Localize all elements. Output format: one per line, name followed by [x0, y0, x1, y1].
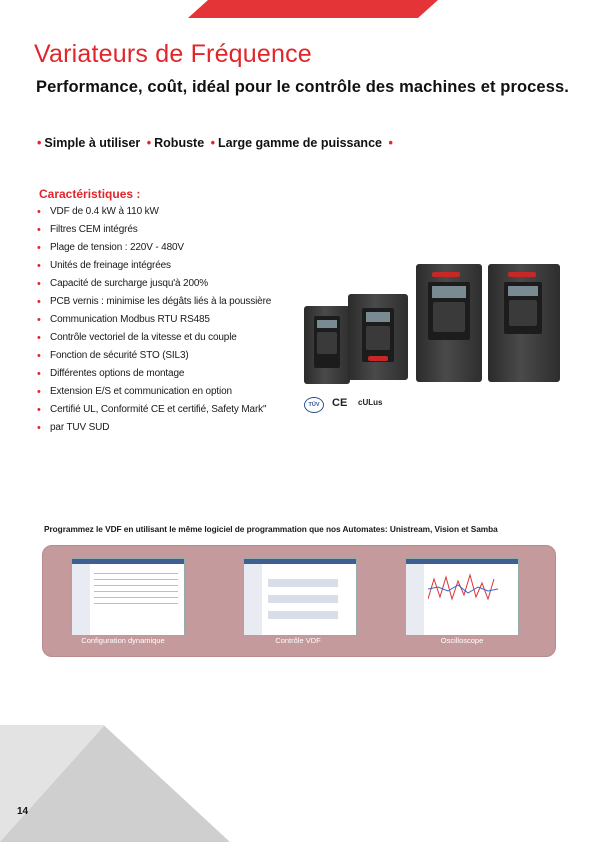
characteristic-item: [36, 313, 306, 331]
bullet-icon: •: [37, 350, 41, 362]
bullet-icon: •: [210, 136, 216, 150]
feature-simple: Simple à utiliser: [44, 136, 141, 150]
bullet-icon: •: [37, 260, 41, 272]
screenshot-config: [71, 558, 185, 636]
characteristic-text: Différentes options de montage: [50, 368, 185, 379]
bullet-icon: •: [37, 296, 41, 308]
characteristic-text: Communication Modbus RTU RS485: [50, 314, 210, 325]
characteristics-list: [36, 205, 306, 439]
software-panel: [42, 545, 556, 657]
bullet-icon: •: [146, 136, 152, 150]
characteristic-item: [36, 259, 306, 277]
characteristic-text: Extension E/S et communication en option: [50, 386, 232, 397]
page-number: 14: [17, 806, 29, 817]
characteristic-item: [36, 421, 306, 439]
certification-logos: [304, 395, 434, 415]
characteristic-item: [36, 223, 306, 241]
bullet-icon: •: [37, 136, 42, 150]
screenshot-vfd-control: [243, 558, 357, 636]
screenshot-label-vfd-control: Contrôle VDF: [275, 636, 321, 645]
bullet-icon: •: [37, 404, 41, 416]
vfd-unit-small: [304, 306, 350, 384]
characteristic-item: [36, 241, 306, 259]
bullet-icon: •: [37, 386, 41, 398]
ul-logo: cULus: [358, 398, 383, 407]
screenshot-label-oscilloscope: Oscilloscope: [440, 636, 484, 645]
bullet-icon: •: [37, 206, 41, 218]
bullet-icon: •: [37, 242, 41, 254]
characteristic-text: VDF de 0.4 kW à 110 kW: [50, 206, 159, 217]
characteristic-text: PCB vernis : minimise les dégâts liés à la poussière: [50, 296, 272, 307]
characteristic-text: par TUV SUD: [50, 422, 110, 433]
vfd-unit-xlarge: [488, 264, 560, 382]
bullet-icon: •: [37, 368, 41, 380]
characteristic-text: Plage de tension : 220V - 480V: [50, 242, 184, 253]
bullet-icon: •: [388, 136, 393, 150]
characteristic-item: [36, 385, 306, 403]
bullet-icon: •: [37, 278, 41, 290]
characteristic-text: Fonction de sécurité STO (SIL3): [50, 350, 189, 361]
characteristic-item: [36, 349, 306, 367]
page-subtitle: Performance, coût, idéal pour le contrôle des machines et process.: [36, 78, 569, 96]
characteristic-item: [36, 277, 306, 295]
bullet-icon: •: [37, 314, 41, 326]
top-red-tab: [188, 0, 438, 18]
characteristic-item: [36, 295, 306, 313]
features-line: [34, 136, 396, 150]
ce-logo: CE: [332, 397, 348, 409]
screenshot-oscilloscope: [405, 558, 519, 636]
characteristic-text: Capacité de surcharge jusqu'à 200%: [50, 278, 209, 289]
tuv-logo: TÜV: [304, 397, 324, 413]
characteristic-text: Unités de freinage intégrées: [50, 260, 171, 271]
characteristic-item: [36, 403, 306, 421]
bullet-icon: •: [37, 422, 41, 434]
product-image: [298, 258, 568, 398]
characteristics-heading: Caractéristiques :: [39, 187, 141, 201]
vfd-unit-medium: [348, 294, 408, 380]
feature-power-range: Large gamme de puissance: [218, 136, 382, 150]
bullet-icon: •: [37, 332, 41, 344]
page-title: Variateurs de Fréquence: [34, 40, 312, 68]
characteristic-text: Certifié UL, Conformité CE et certifié, Safety Mark": [50, 404, 267, 415]
vfd-unit-large: [416, 264, 482, 382]
characteristic-item: [36, 331, 306, 349]
screenshot-label-config: Configuration dynamique: [81, 636, 165, 645]
characteristic-item: [36, 205, 306, 223]
feature-robust: Robuste: [154, 136, 205, 150]
characteristic-text: Contrôle vectoriel de la vitesse et du couple: [50, 332, 237, 343]
characteristic-text: Filtres CEM intégrés: [50, 224, 138, 235]
software-caption: Programmez le VDF en utilisant le même logiciel de programmation que nos Automates: Unistream, Vision et Samba: [44, 524, 498, 534]
characteristic-item: [36, 367, 306, 385]
bullet-icon: •: [37, 224, 41, 236]
